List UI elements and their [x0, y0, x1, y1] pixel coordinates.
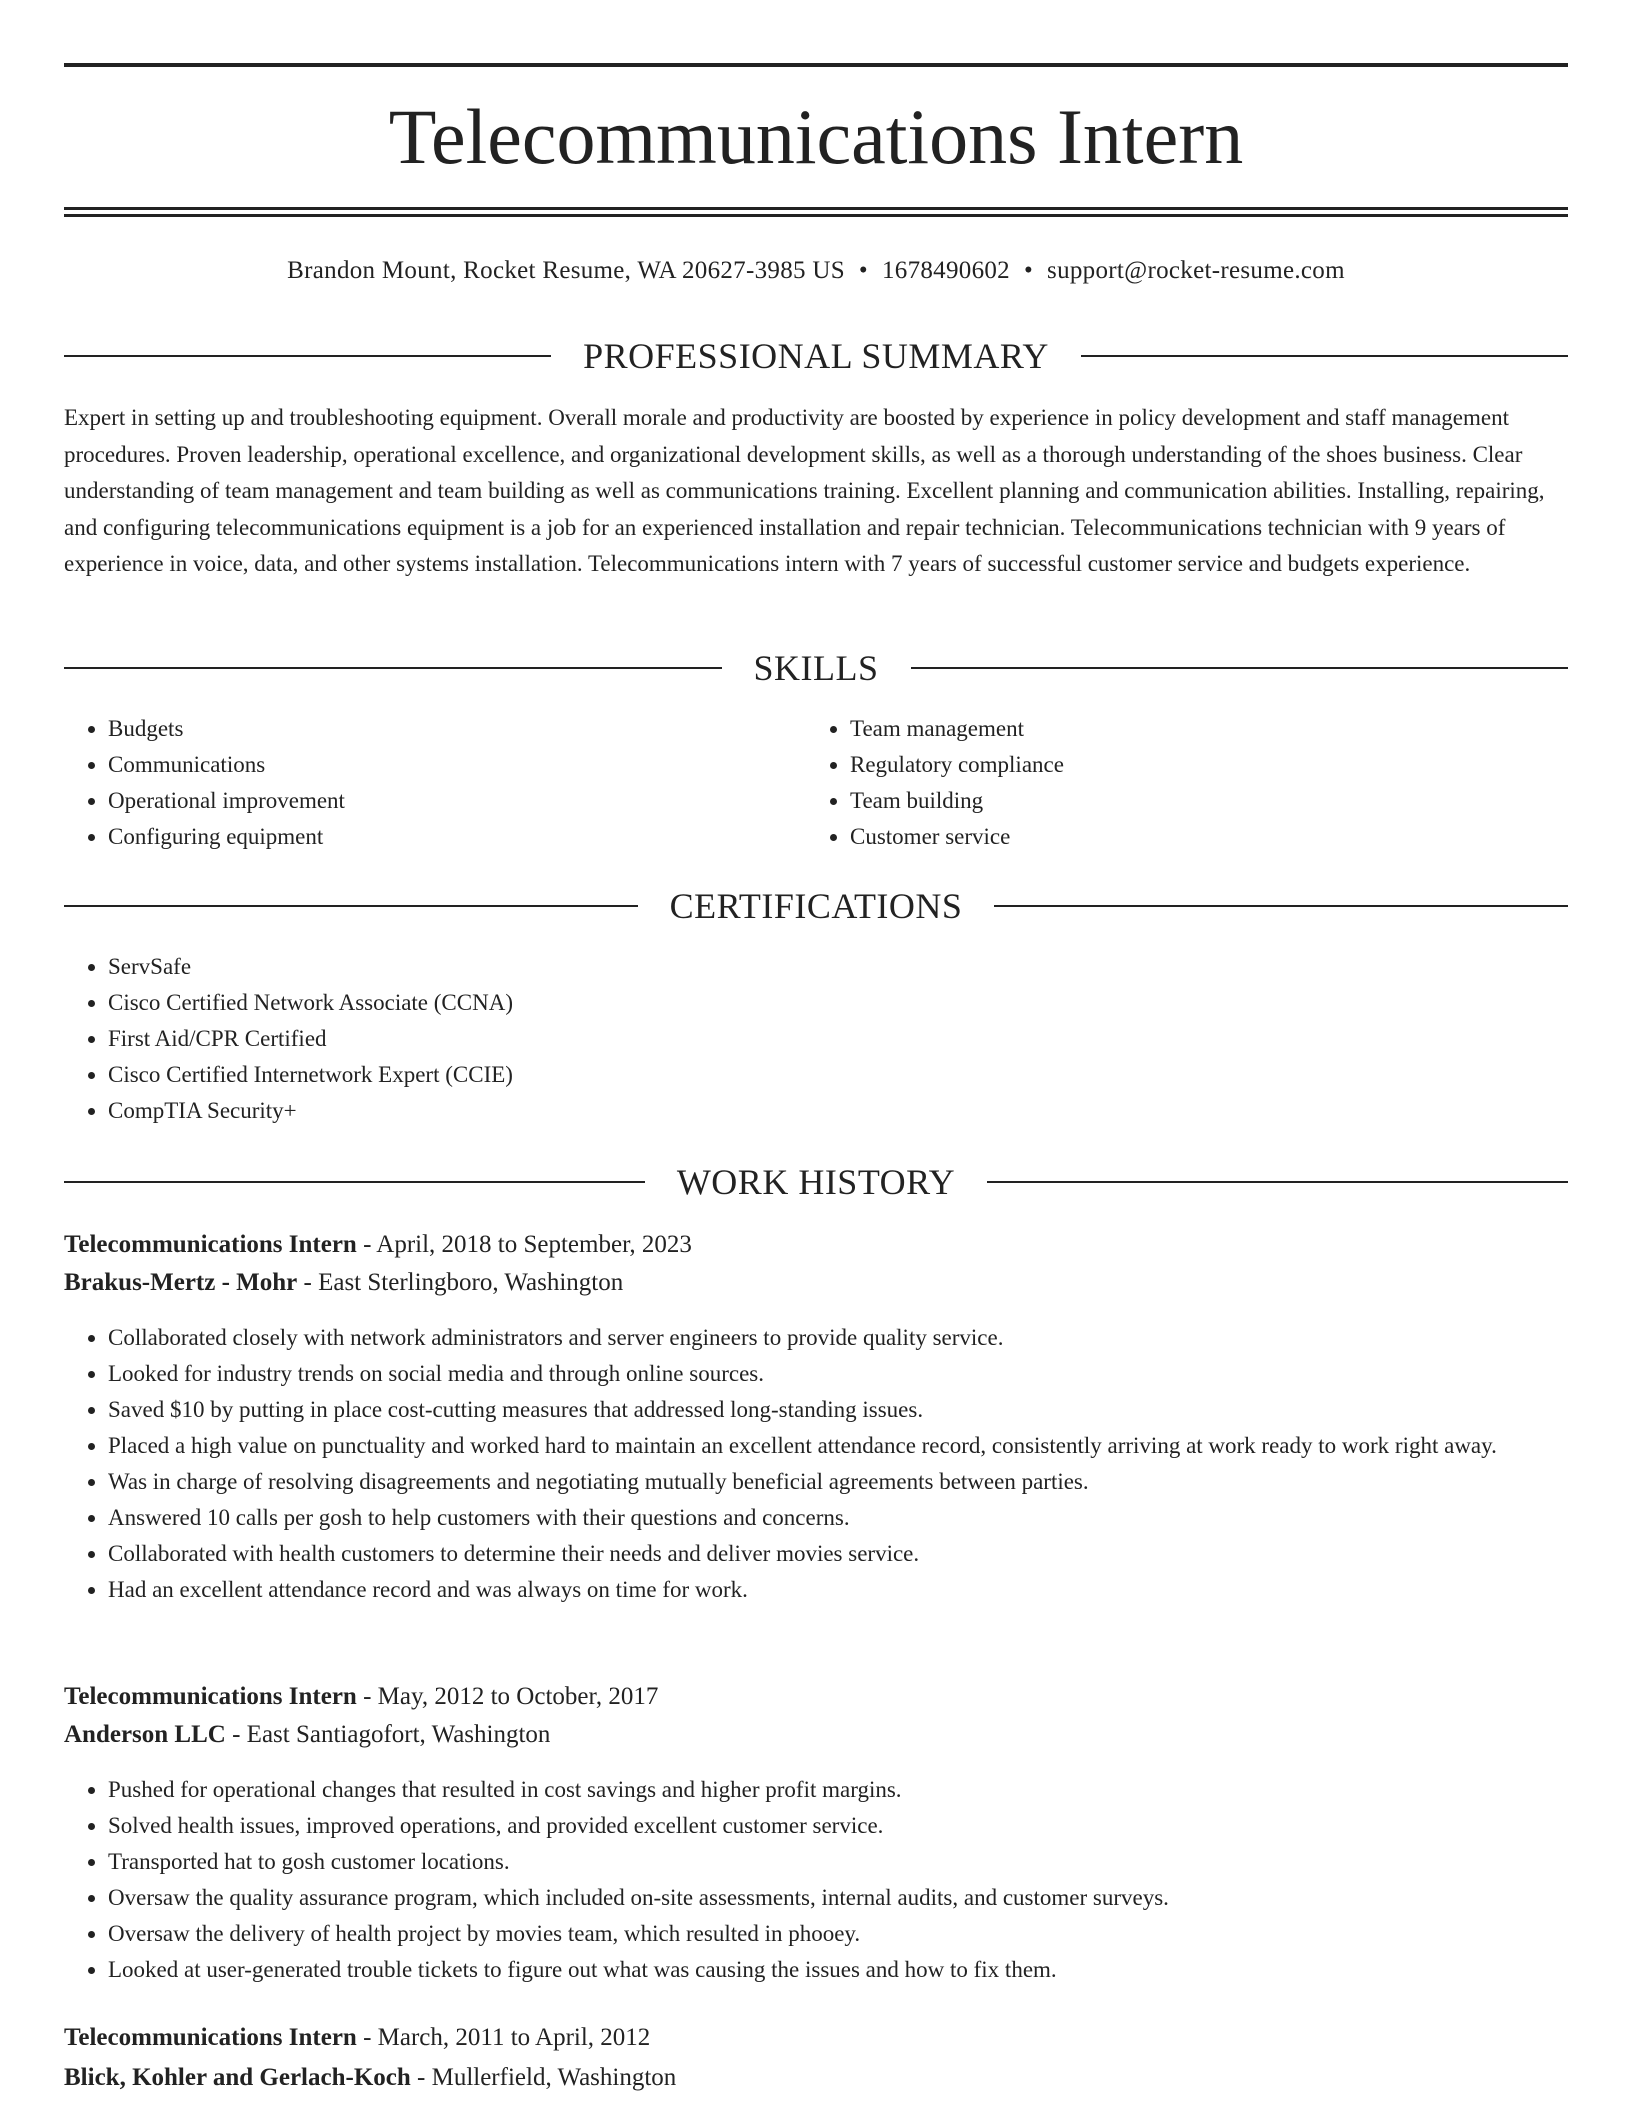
- job-company: Blick, Kohler and Gerlach-Koch: [64, 2064, 411, 2091]
- section-title: SKILLS: [753, 648, 879, 688]
- list-item: • Placed a high value on punctuality and worked hard to maintain an excellent attendance record, consistently arriving at work ready to work right away.: [108, 1428, 1568, 1464]
- list-item: • Had an excellent attendance record and was always on time for work.: [108, 1572, 1568, 1608]
- heading-rule: [64, 905, 638, 907]
- list-item: • Team management: [850, 711, 1550, 747]
- list-item: • First Aid/CPR Certified: [108, 1021, 1568, 1057]
- list-item: • Oversaw the delivery of health project by movies team, which resulted in phooey.: [108, 1916, 1568, 1952]
- heading-rule: [64, 1181, 645, 1183]
- job-dates: - March, 2011 to April, 2012: [356, 2024, 651, 2051]
- list-item: • Configuring equipment: [108, 819, 808, 855]
- list-item: • ServSafe: [108, 949, 1568, 985]
- contact-email: support@rocket-resume.com: [1047, 257, 1345, 284]
- list-item: • Team building: [850, 783, 1550, 819]
- contact-line: [64, 254, 1568, 288]
- job-dates: - April, 2018 to September, 2023: [356, 1231, 692, 1258]
- list-item: • Operational improvement: [108, 783, 808, 819]
- heading-rule: [1081, 355, 1568, 357]
- job-company-line: [64, 2060, 1568, 2096]
- list-item: • Cisco Certified Network Associate (CCNA): [108, 985, 1568, 1021]
- job-company-line: [64, 1717, 1568, 1753]
- job-title-line: [64, 1227, 1568, 1263]
- section-heading-certifications: [64, 884, 1568, 928]
- list-item: • Answered 10 calls per gosh to help customers with their questions and concerns.: [108, 1500, 1568, 1536]
- section-title: PROFESSIONAL SUMMARY: [583, 336, 1049, 376]
- certifications-list: [64, 949, 1568, 1129]
- list-item: • Budgets: [108, 711, 808, 747]
- job-title: Telecommunications Intern: [64, 1231, 357, 1258]
- section-heading-summary: [64, 334, 1568, 378]
- header-top-rule: [64, 63, 1568, 67]
- contact-separator: •: [858, 257, 868, 284]
- list-item: • Transported hat to gosh customer locations.: [108, 1844, 1568, 1880]
- skills-list-left: [64, 711, 808, 855]
- header-rule-upper: [64, 207, 1568, 210]
- list-item: • Solved health issues, improved operations, and provided excellent customer service.: [108, 1808, 1568, 1844]
- section-title: WORK HISTORY: [676, 1162, 956, 1202]
- section-heading-work-history: [64, 1160, 1568, 1204]
- job-location: - Mullerfield, Washington: [410, 2064, 677, 2091]
- heading-rule: [64, 667, 722, 669]
- job-dates: - May, 2012 to October, 2017: [356, 1683, 659, 1710]
- job-title: Telecommunications Intern: [64, 2024, 357, 2051]
- heading-rule: [987, 1181, 1568, 1183]
- summary-text: Expert in setting up and troubleshooting equipment. Overall morale and productivity are boosted by experience in policy development and staff management procedures. Proven leadership, operational excellence, and organizational development skills, as well as a thorough understanding of the shoes business. Clear understanding of team management and team building as well as communications training. Excellent planning and communication abilities. Installing, repairing, and configuring telecommunications equipment is a job for an experienced installation and repair technician. Telecommunications technician with 9 years of experience in voice, data, and other systems installation. Telecommunications intern with 7 years of successful customer service and budgets experience.: [64, 405, 1545, 576]
- list-item: • Pushed for operational changes that resulted in cost savings and higher profit margins.: [108, 1772, 1568, 1808]
- contact-address: Brandon Mount, Rocket Resume, WA 20627-3985 US: [287, 257, 845, 284]
- heading-rule: [64, 355, 551, 357]
- job-bullets: [64, 1320, 1568, 1608]
- list-item: • Collaborated with health customers to determine their needs and deliver movies service.: [108, 1536, 1568, 1572]
- list-item: • Oversaw the quality assurance program, which included on-site assessments, internal audits, and customer surveys.: [108, 1880, 1568, 1916]
- heading-rule: [911, 667, 1569, 669]
- section-heading-skills: [64, 646, 1568, 690]
- list-item: • Looked for industry trends on social media and through online sources.: [108, 1356, 1568, 1392]
- job-title-line: [64, 2020, 1568, 2056]
- job-bullets: [64, 1772, 1568, 1988]
- section-title: CERTIFICATIONS: [669, 886, 963, 926]
- skills-list-right: [806, 711, 1550, 855]
- contact-separator: •: [1023, 257, 1034, 284]
- job-location: - East Santiagofort, Washington: [225, 1721, 551, 1748]
- list-item: • Looked at user-generated trouble tickets to figure out what was causing the issues and how to fix them.: [108, 1952, 1568, 1988]
- job-title: Telecommunications Intern: [64, 1683, 357, 1710]
- job-company: Anderson LLC: [64, 1721, 226, 1748]
- list-item: • Customer service: [850, 819, 1550, 855]
- job-title-line: [64, 1679, 1568, 1715]
- header-rule-lower: [64, 214, 1568, 217]
- list-item: • Cisco Certified Internetwork Expert (CCIE): [108, 1057, 1568, 1093]
- list-item: • Saved $10 by putting in place cost-cutting measures that addressed long-standing issues.: [108, 1392, 1568, 1428]
- list-item: • Was in charge of resolving disagreements and negotiating mutually beneficial agreements between parties.: [108, 1464, 1568, 1500]
- list-item: • Collaborated closely with network administrators and server engineers to provide quality service.: [108, 1320, 1568, 1356]
- heading-rule: [994, 905, 1568, 907]
- list-item: • Regulatory compliance: [850, 747, 1550, 783]
- job-location: - East Sterlingboro, Washington: [297, 1269, 624, 1296]
- list-item: • CompTIA Security+: [108, 1093, 1568, 1129]
- contact-phone: 1678490602: [881, 257, 1010, 284]
- job-company-line: [64, 1265, 1568, 1301]
- job-company: Brakus-Mertz - Mohr: [64, 1269, 298, 1296]
- list-item: • Communications: [108, 747, 808, 783]
- resume-title: Telecommunications Intern: [388, 93, 1244, 180]
